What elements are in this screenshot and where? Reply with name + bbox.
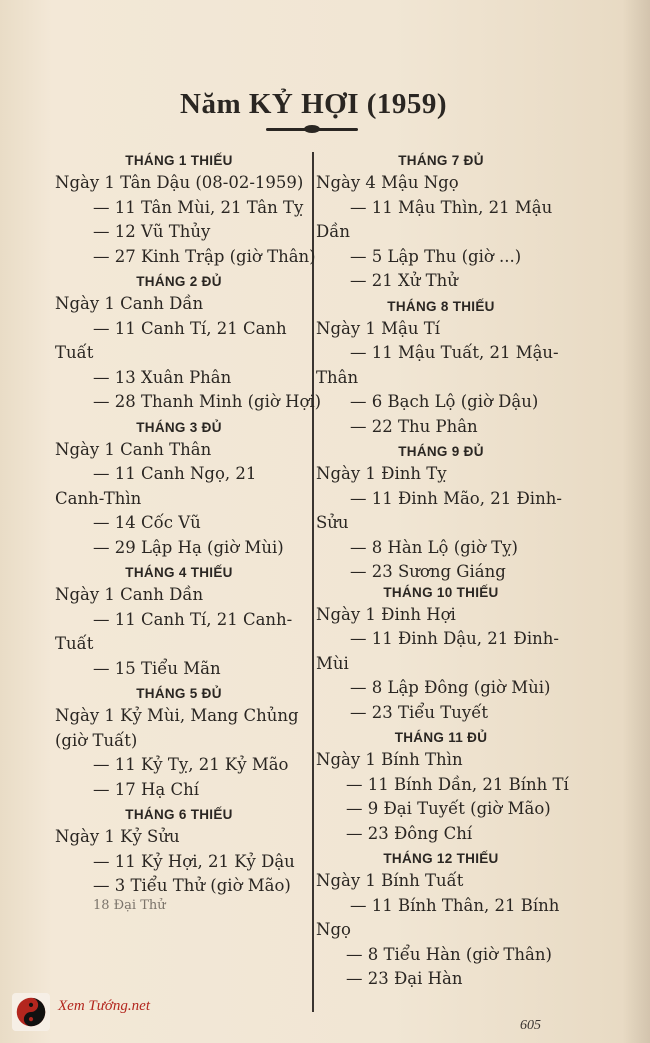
title-ornament-center <box>304 125 320 133</box>
month-block <box>316 585 566 726</box>
entry-line: — 11 Kỷ Hợi, 21 Kỷ Dậu <box>93 851 295 871</box>
entry-line: — 11 Canh Tí, 21 Canh-Tuất <box>55 609 293 653</box>
entry-line: — 13 Xuân Phân <box>93 367 232 387</box>
page-number: 605 <box>520 1018 541 1033</box>
month-block <box>55 420 303 561</box>
page-edge-shadow <box>622 0 650 1043</box>
page-title: Năm KỶ HỢI (1959) <box>180 88 448 120</box>
entry-line: — 11 Tân Mùi, 21 Tân Tỵ <box>93 197 304 217</box>
entry-line: — 5 Lập Thu (giờ ...) <box>350 246 522 266</box>
entry-line: — 11 Bính Dần, 21 Bính Tí <box>346 774 569 794</box>
entry-line: — 21 Xử Thử <box>350 271 458 290</box>
day-line: Ngày 1 Kỷ Mùi, Mang Chủng (giờ Tuất) <box>55 706 299 750</box>
entry-line: — 27 Kinh Trập (giờ Thân) <box>93 246 316 266</box>
month-heading: THÁNG 1 THIẾU <box>125 153 233 168</box>
day-line: Ngày 1 Mậu Tí <box>316 318 441 338</box>
day-line: Ngày 1 Đinh Hợi <box>316 604 456 624</box>
entry-line: — 23 Đông Chí <box>346 823 473 843</box>
month-block <box>55 153 316 269</box>
month-block <box>316 730 569 846</box>
month-block <box>316 153 566 294</box>
entry-line: — 23 Sương Giáng <box>350 562 506 581</box>
day-line: Ngày 1 Canh Thân <box>55 439 212 459</box>
month-heading: THÁNG 8 THIẾU <box>387 298 495 314</box>
month-heading: THÁNG 6 THIẾU <box>125 807 233 822</box>
month-block <box>55 807 303 913</box>
day-line: Ngày 1 Bính Tuất <box>316 871 464 890</box>
entry-line: — 11 Kỷ Tỵ, 21 Kỷ Mão <box>93 755 289 774</box>
entry-line: — 12 Vũ Thủy <box>93 222 211 241</box>
entry-line: — 28 Thanh Minh (giờ Hợi) <box>93 392 322 411</box>
right-column <box>316 148 569 992</box>
entry-line: — 9 Đại Tuyết (giờ Mão) <box>346 799 551 818</box>
month-heading: THÁNG 11 ĐỦ <box>394 730 488 745</box>
month-block <box>316 444 566 585</box>
entry-line: — 11 Mậu Thìn, 21 Mậu Dần <box>316 197 553 241</box>
entry-line: — 15 Tiểu Mãn <box>93 658 221 678</box>
day-line: Ngày 4 Mậu Ngọ <box>316 173 459 192</box>
entry-line: — 23 Tiểu Tuyết <box>350 702 489 722</box>
month-block <box>55 686 303 802</box>
month-heading: THÁNG 10 THIẾU <box>383 584 499 600</box>
entry-line: — 17 Hạ Chí <box>93 779 199 799</box>
entry-line: — 11 Đinh Mão, 21 Đinh-Sửu <box>316 488 562 532</box>
entry-line: — 8 Lập Đông (giờ Mùi) <box>350 678 551 697</box>
entry-line: — 6 Bạch Lộ (giờ Dậu) <box>350 392 539 411</box>
day-line: Ngày 1 Canh Dần <box>55 294 204 313</box>
day-line: Ngày 1 Đinh Tỵ <box>316 464 447 483</box>
yin-yang-logo-icon <box>12 993 50 1031</box>
brand-watermark: Xem Tướng.net <box>58 998 151 1014</box>
month-heading: THÁNG 3 ĐỦ <box>136 419 222 435</box>
entry-line: — 29 Lập Hạ (giờ Mùi) <box>93 537 284 557</box>
month-heading: THÁNG 12 THIẾU <box>383 851 499 866</box>
month-block <box>55 565 303 681</box>
month-block <box>55 274 322 415</box>
month-block <box>316 299 566 440</box>
month-heading: THÁNG 5 ĐỦ <box>136 686 222 701</box>
entry-line: — 11 Đinh Dậu, 21 Đinh-Mùi <box>316 629 559 673</box>
day-line: Ngày 1 Bính Thìn <box>316 750 463 769</box>
month-heading: THÁNG 9 ĐỦ <box>398 444 484 459</box>
day-line: Ngày 1 Tân Dậu (08-02-1959) <box>55 173 304 192</box>
month-heading: THÁNG 2 ĐỦ <box>136 274 222 289</box>
entry-line: — 11 Canh Ngọ, 21 Canh-Thìn <box>55 464 257 508</box>
entry-line: — 8 Tiểu Hàn (giờ Thân) <box>346 944 552 964</box>
day-line: Ngày 1 Kỷ Sửu <box>55 827 180 846</box>
entry-line: — 23 Đại Hàn <box>346 969 463 988</box>
entry-line: — 11 Canh Tí, 21 Canh Tuất <box>55 318 287 362</box>
month-block <box>316 851 566 992</box>
entry-line: — 8 Hàn Lộ (giờ Tỵ) <box>350 537 518 557</box>
entry-line-cut: 18 Đại Thử <box>93 897 166 913</box>
month-heading: THÁNG 7 ĐỦ <box>398 153 484 168</box>
entry-line: — 22 Thu Phân <box>350 416 478 436</box>
column-divider <box>312 152 314 1012</box>
entry-line: — 14 Cốc Vũ <box>93 513 201 532</box>
entry-line: — 11 Bính Thân, 21 Bính Ngọ <box>316 895 560 939</box>
month-heading: THÁNG 4 THIẾU <box>125 565 233 580</box>
entry-line: — 11 Mậu Tuất, 21 Mậu-Thân <box>316 343 559 387</box>
left-column <box>55 148 322 913</box>
day-line: Ngày 1 Canh Dần <box>55 585 204 604</box>
entry-line: — 3 Tiểu Thử (giờ Mão) <box>93 876 291 895</box>
